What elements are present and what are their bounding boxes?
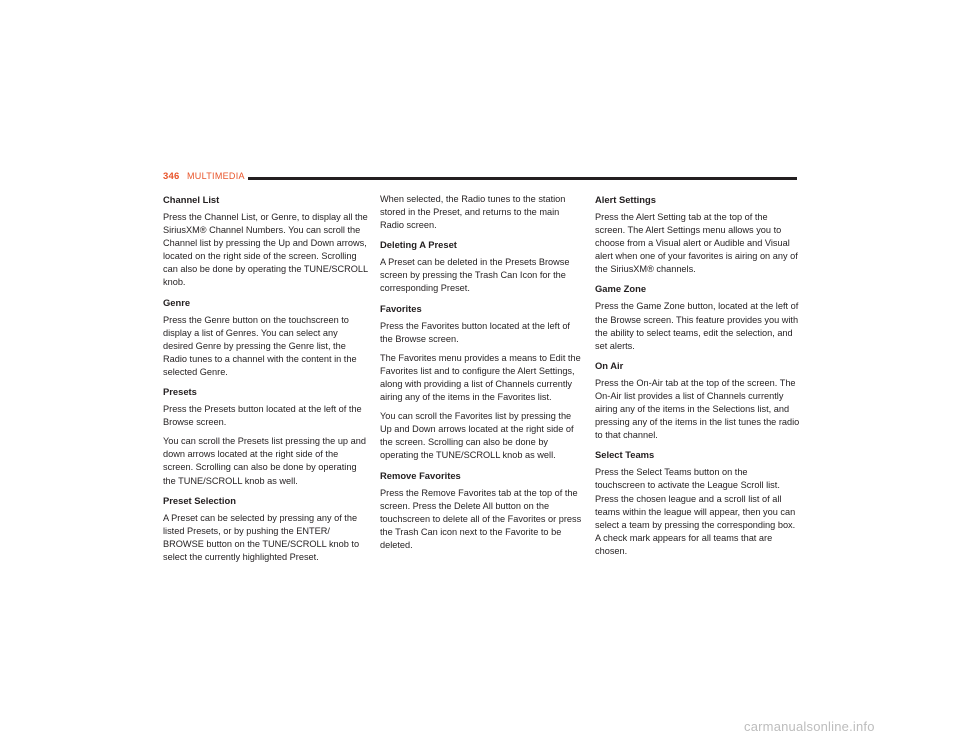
text-column-3 xyxy=(595,193,800,564)
header-rule xyxy=(248,177,797,180)
section-heading: Genre xyxy=(163,296,191,308)
section-heading: Favorites xyxy=(380,302,422,314)
paragraph: The Favorites menu provides a means to Edit the Favorites list and to configure the Alert Settings, along with providing a list of Channels currently airing any of the items in the Favorites list. xyxy=(380,352,581,403)
section-heading: Deleting A Preset xyxy=(380,239,457,251)
paragraph: When selected, the Radio tunes to the station stored in the Preset, and returns to the main Radio screen. xyxy=(380,194,566,231)
section-heading: Alert Settings xyxy=(595,194,656,205)
paragraph: Press the Channel List, or Genre, to display all the SiriusXM® Channel Numbers. You can scroll the Channel list by pressing the Up and Down arrows, located on the right side of the screen. Scrolling can also be done by operating the TUNE/SCROLL knob. xyxy=(163,212,368,288)
page-header xyxy=(163,171,797,187)
paragraph: Press the Presets button located at the left of the Browse screen. xyxy=(163,404,362,428)
section-title: MULTIMEDIA xyxy=(187,171,245,181)
paragraph: Press the Favorites button located at the left of the Browse screen. xyxy=(380,320,570,344)
paragraph: Press the Select Teams button on the touchscreen to activate the League Scroll list. Press the chosen league and a scroll list of all teams within the league will appear, then you can select a team by pressing the corresponding box. A check mark appears for all teams that are chosen. xyxy=(595,467,796,556)
page-number: 346 xyxy=(163,171,180,182)
paragraph: You can scroll the Favorites list by pressing the Up and Down arrows located at the right side of the screen. Scrolling can also be done by operating the TUNE/SCROLL knob as well. xyxy=(380,411,574,461)
section-heading: Preset Selection xyxy=(163,494,236,506)
paragraph: A Preset can be selected by pressing any of the listed Presets, or by pushing the ENTER/ BROWSE button on the TUNE/SCROLL knob to select the currently highlighted Preset. xyxy=(163,512,360,562)
paragraph: Press the Alert Setting tab at the top of the screen. The Alert Settings menu allows you to choose from a Visual alert or Audible and Visual alert when one of your favorites is airing on any of the SiriusXM® channels. xyxy=(595,212,798,275)
section-heading: Game Zone xyxy=(595,283,647,295)
text-column-1 xyxy=(163,193,368,570)
section-heading: Remove Favorites xyxy=(380,469,461,481)
paragraph: Press the Remove Favorites tab at the top of the screen. Press the Delete All button on the touchscreen to delete all of the Favorites or press the Trash Can icon next to the Favorite to be deleted. xyxy=(380,487,582,550)
section-heading: Presets xyxy=(163,386,197,398)
text-column-2 xyxy=(380,193,585,558)
paragraph: Press the On-Air tab at the top of the screen. The On-Air list provides a list of Channels currently airing any of the items in the Selections list, and pressing any of the items in the list tunes the radio to that channel. xyxy=(595,377,800,441)
paragraph: Press the Genre button on the touchscreen to display a list of Genres. You can select any desired Genre by pressing the Genre list, the Radio tunes to a channel with the content in the selected Genre. xyxy=(163,314,357,377)
section-heading: Channel List xyxy=(163,194,220,205)
paragraph: A Preset can be deleted in the Presets Browse screen by pressing the Trash Can Icon for the corresponding Preset. xyxy=(380,257,570,294)
watermark: carmanualsonline.info xyxy=(744,719,875,734)
paragraph: You can scroll the Presets list pressing the up and down arrows located at the right side of the screen. Scrolling can also be done by operating the TUNE/SCROLL knob as well. xyxy=(163,436,366,486)
section-heading: On Air xyxy=(595,359,624,371)
section-heading: Select Teams xyxy=(595,449,655,461)
paragraph: Press the Game Zone button, located at the left of the Browse screen. This feature provides you with the ability to select teams, edit the selection, and set alerts. xyxy=(595,301,799,351)
